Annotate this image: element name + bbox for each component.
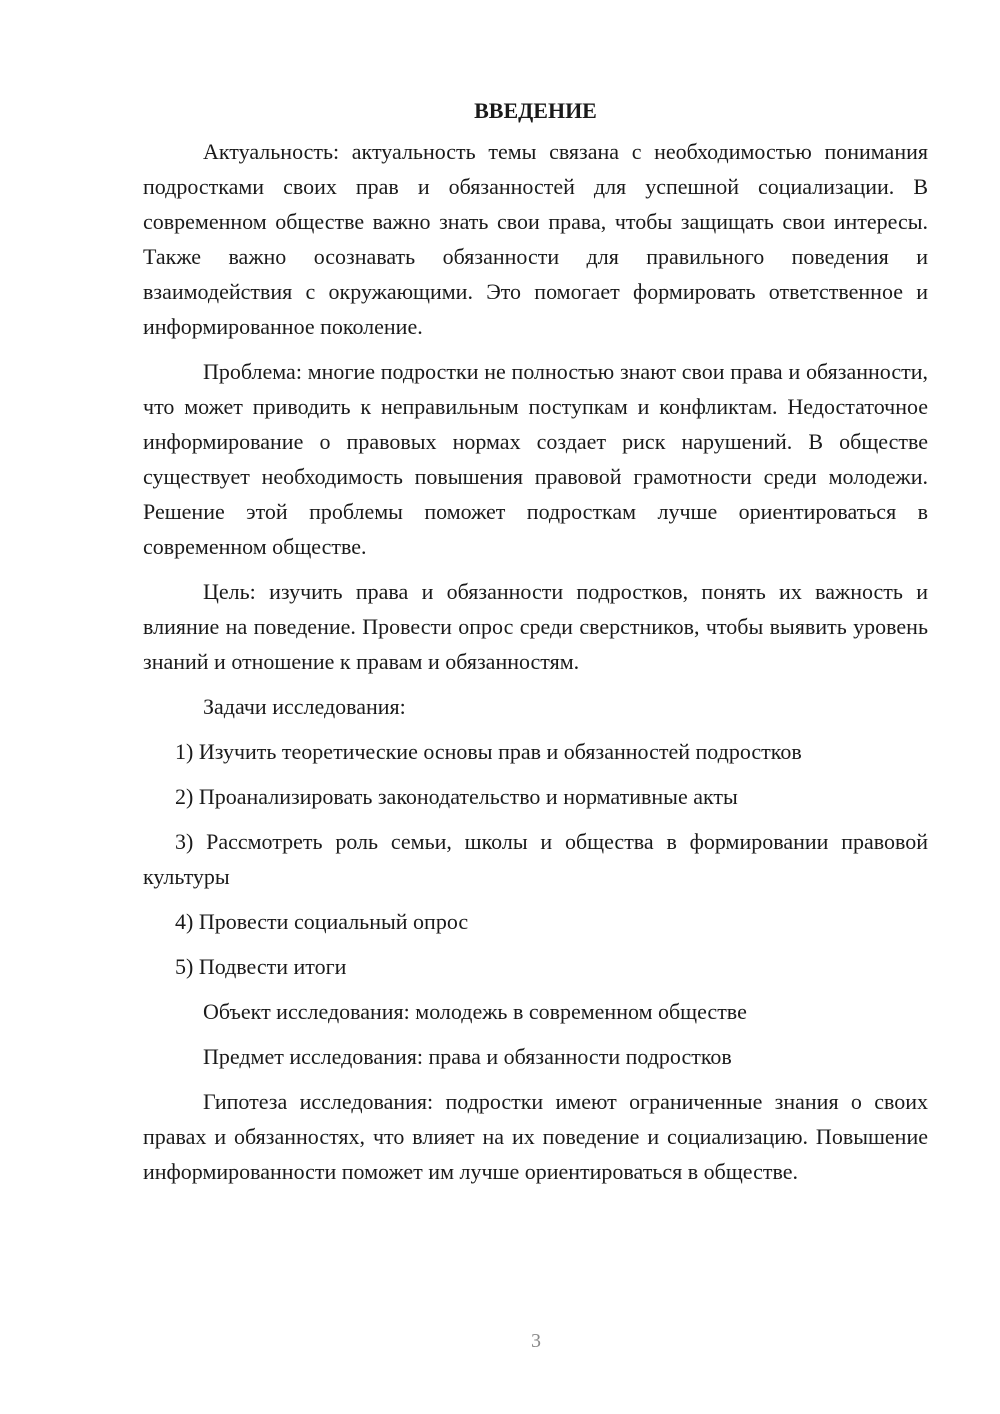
problem-paragraph: Проблема: многие подростки не полностью знают свои права и обязанности, что может приводить к неправильным поступкам и конфликтам. Недостаточное информирование о правовых нормах создает риск нарушений. В обществе существует необходимость повышения правовой грамотности среди молодежи. Решение этой проблемы поможет подросткам лучше ориентироваться в современном обществе. <box>143 359 928 559</box>
page-number: 3 <box>531 1330 541 1352</box>
document-page <box>143 88 928 1199</box>
relevance-paragraph: Актуальность: актуальность темы связана с необходимостью понимания подростками своих прав и обязанностей для успешной социализации. В современном обществе важно знать свои права, чтобы защищать свои интересы. Также важно осознавать обязанности для правильного поведения и взаимодействия с окружающими. Это помогает формировать ответственное и информированное поколение. <box>143 139 928 339</box>
object-paragraph: Объект исследования: молодежь в современном обществе <box>203 999 747 1024</box>
page-title: ВВЕДЕНИЕ <box>474 98 597 123</box>
task-item-2: 2) Проанализировать законодательство и нормативные акты <box>175 784 738 809</box>
tasks-heading: Задачи исследования: <box>203 694 406 719</box>
hypothesis-paragraph: Гипотеза исследования: подростки имеют ограниченные знания о своих правах и обязанностях, что влияет на их поведение и социализацию. Повышение информированности поможет им лучше ориентироваться в обществе. <box>143 1089 928 1184</box>
task-item-4: 4) Провести социальный опрос <box>175 909 469 934</box>
goal-paragraph: Цель: изучить права и обязанности подростков, понять их важность и влияние на поведение. Провести опрос среди сверстников, чтобы выявить уровень знаний и отношение к правам и обязанностям. <box>143 579 928 674</box>
task-item-5: 5) Подвести итоги <box>175 954 347 979</box>
task-item-1: 1) Изучить теоретические основы прав и обязанностей подростков <box>175 739 802 764</box>
task-item-3: 3) Рассмотреть роль семьи, школы и общества в формировании правовой культуры <box>143 829 928 889</box>
subject-paragraph: Предмет исследования: права и обязанности подростков <box>203 1044 732 1069</box>
